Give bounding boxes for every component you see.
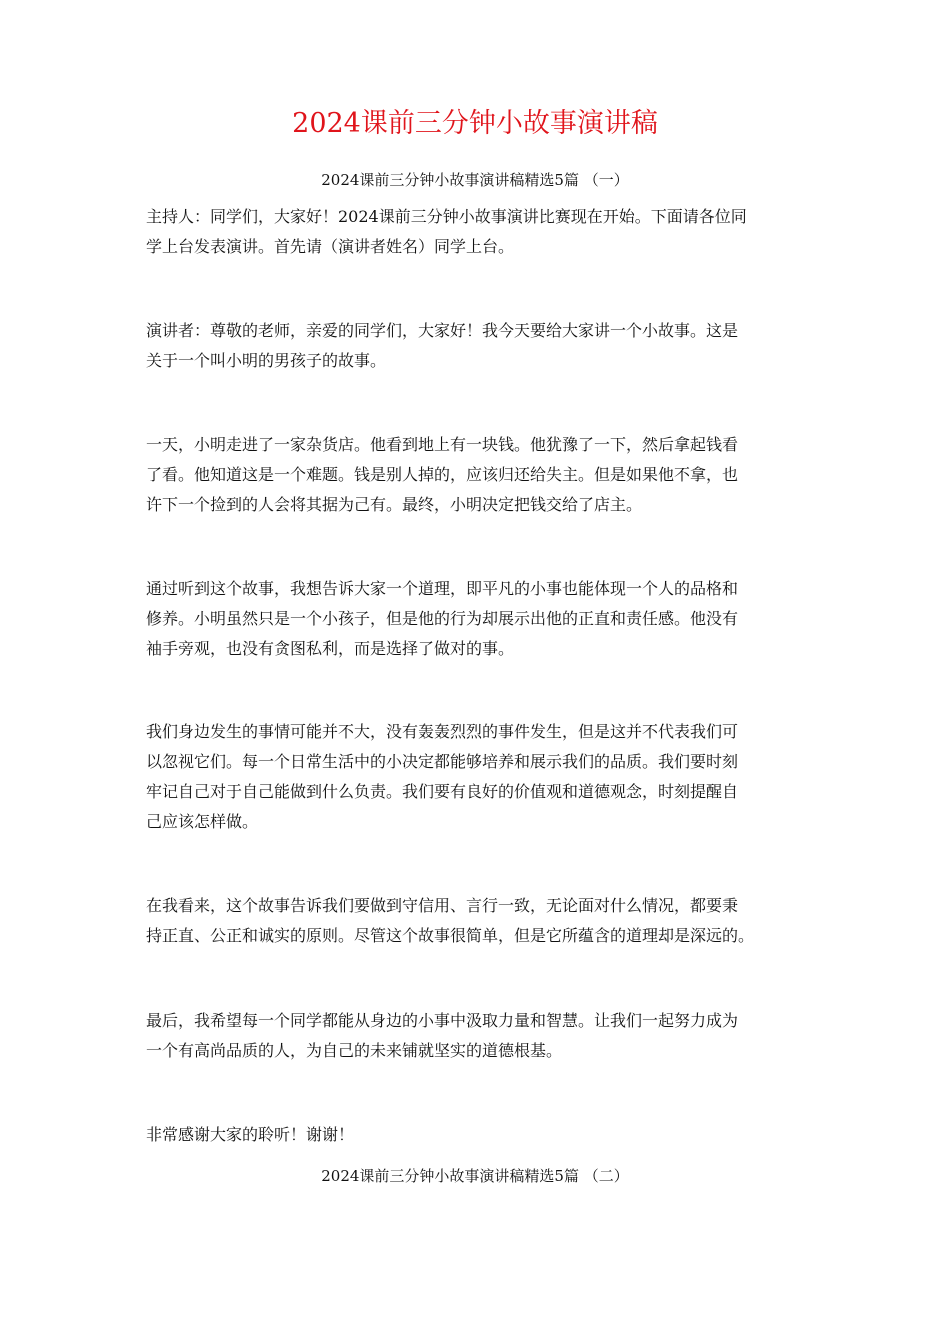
paragraph-lesson xyxy=(146,574,826,664)
paragraph-line: 己应该怎样做。 xyxy=(146,812,259,831)
paragraph-thanks xyxy=(146,1120,826,1150)
paragraph-story xyxy=(146,430,826,520)
paragraph-line: 主持人：同学们，大家好！2024课前三分钟小故事演讲比赛现在开始。下面请各位同 xyxy=(146,207,747,226)
paragraph-daily-life xyxy=(146,717,826,837)
paragraph-opinion xyxy=(146,891,826,951)
paragraph-host-intro xyxy=(146,202,826,262)
paragraph-line: 我们身边发生的事情可能并不大，没有轰轰烈烈的事件发生，但是这并不代表我们可 xyxy=(146,722,739,741)
paragraph-line: 持正直、公正和诚实的原则。尽管这个故事很简单，但是它所蕴含的道理却是深远的。 xyxy=(146,926,755,945)
paragraph-line: 一个有高尚品质的人，为自己的未来铺就坚实的道德根基。 xyxy=(146,1041,563,1060)
paragraph-line: 在我看来，这个故事告诉我们要做到守信用、言行一致，无论面对什么情况，都要秉 xyxy=(146,896,739,915)
paragraph-line: 牢记自己对于自己能做到什么负责。我们要有良好的价值观和道德观念，时刻提醒自 xyxy=(146,782,739,801)
paragraph-conclusion xyxy=(146,1006,826,1066)
paragraph-line: 最后，我希望每一个同学都能从身边的小事中汲取力量和智慧。让我们一起努力成为 xyxy=(146,1011,739,1030)
paragraph-line: 关于一个叫小明的男孩子的故事。 xyxy=(146,351,387,370)
paragraph-line: 修养。小明虽然只是一个小孩子，但是他的行为却展示出他的正直和责任感。他没有 xyxy=(146,609,739,628)
section-heading-2: 2024课前三分钟小故事演讲稿精选5篇 （二） xyxy=(321,1167,629,1185)
paragraph-line: 一天，小明走进了一家杂货店。他看到地上有一块钱。他犹豫了一下，然后拿起钱看 xyxy=(146,435,739,454)
paragraph-line: 了看。他知道这是一个难题。钱是别人掉的，应该归还给失主。但是如果他不拿，也 xyxy=(146,465,739,484)
paragraph-line: 通过听到这个故事，我想告诉大家一个道理，即平凡的小事也能体现一个人的品格和 xyxy=(146,579,739,598)
paragraph-line: 学上台发表演讲。首先请（演讲者姓名）同学上台。 xyxy=(146,237,515,256)
document-title: 2024课前三分钟小故事演讲稿 xyxy=(292,108,658,139)
section-heading-1: 2024课前三分钟小故事演讲稿精选5篇 （一） xyxy=(321,171,629,189)
paragraph-line: 袖手旁观，也没有贪图私利，而是选择了做对的事。 xyxy=(146,639,515,658)
paragraph-line: 演讲者：尊敬的老师，亲爱的同学们，大家好！我今天要给大家讲一个小故事。这是 xyxy=(146,321,739,340)
paragraph-line: 非常感谢大家的聆听！谢谢！ xyxy=(146,1125,355,1144)
paragraph-line: 许下一个捡到的人会将其据为己有。最终，小明决定把钱交给了店主。 xyxy=(146,495,643,514)
paragraph-line: 以忽视它们。每一个日常生活中的小决定都能够培养和展示我们的品质。我们要时刻 xyxy=(146,752,739,771)
paragraph-speaker-greeting xyxy=(146,316,826,376)
